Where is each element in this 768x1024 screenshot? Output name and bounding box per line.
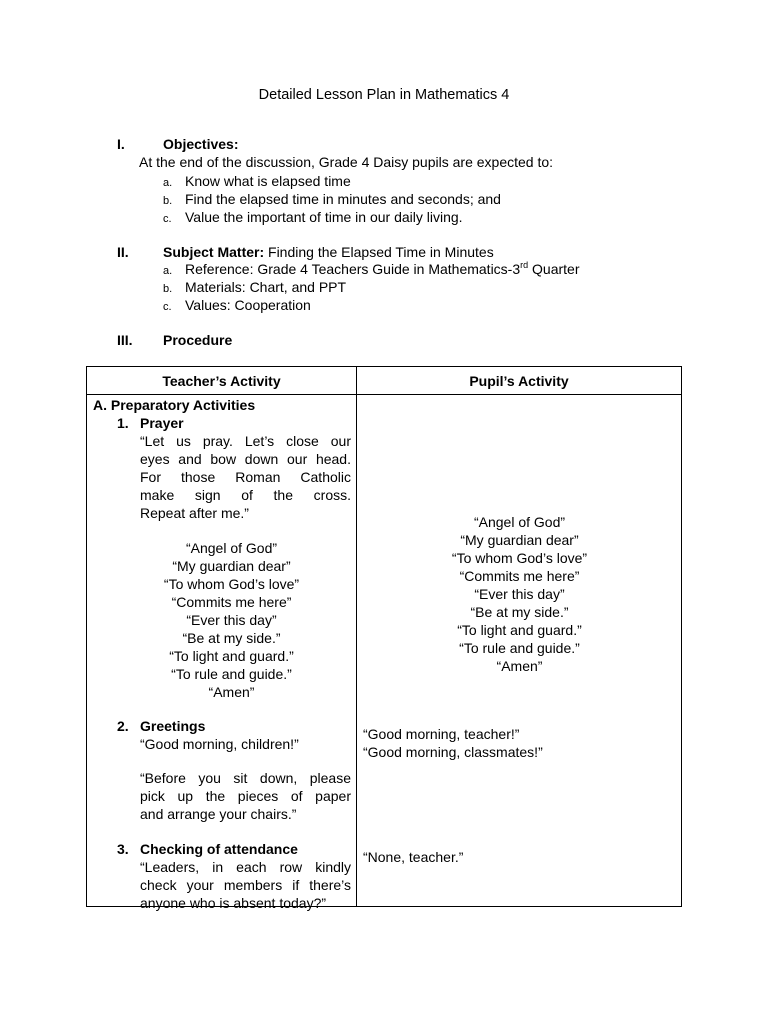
pupil-activity-cell (357, 395, 682, 907)
pupil-greeting-line: “Good morning, classmates!” (363, 744, 543, 760)
pupil-prayer-line: “Be at my side.” (470, 604, 569, 620)
attendance-number: 3. (117, 841, 129, 857)
section-numeral-objectives: I. (117, 136, 125, 152)
pupil-prayer-line: “Angel of God” (473, 514, 566, 530)
header-teachers-activity: Teacher’s Activity (87, 367, 357, 395)
pupil-prayer-line: “My guardian dear” (460, 532, 579, 548)
pupil-prayer-line: “To whom God’s love” (451, 550, 588, 566)
prayer-heading: Prayer (140, 415, 184, 431)
objective-item: c. Value the important of time in our daily living. (163, 209, 463, 225)
subject-matter-item: b. Materials: Chart, and PPT (163, 279, 347, 295)
pupil-attendance-line: “None, teacher.” (363, 849, 464, 865)
prayer-instruction-line: For those Roman Catholic (140, 469, 351, 485)
procedure-heading: Procedure (163, 332, 233, 348)
prayer-instruction-line: “Let us pray. Let’s close our (140, 433, 351, 449)
section-numeral-procedure: III. (117, 332, 133, 348)
teacher-prayer-line: “Ever this day” (186, 612, 277, 628)
greetings-paragraph-line: pick up the pieces of paper (140, 788, 351, 804)
objective-item: b. Find the elapsed time in minutes and seconds; and (163, 191, 501, 207)
attendance-heading: Checking of attendance (140, 841, 298, 857)
pupil-greeting-line: “Good morning, teacher!” (363, 726, 520, 742)
teacher-prayer-line: “My guardian dear” (172, 558, 291, 574)
teacher-activity-cell (87, 395, 357, 911)
table-header-row (87, 367, 682, 395)
attendance-paragraph-line: check your members if there’s (140, 877, 351, 893)
teacher-prayer-line: “Commits me here” (171, 594, 292, 610)
teacher-prayer-line: “To light and guard.” (169, 648, 294, 664)
greetings-teacher-line: “Good morning, children!” (140, 736, 299, 752)
objectives-heading: Objectives: (163, 136, 239, 152)
objectives-intro: At the end of the discussion, Grade 4 Daisy pupils are expected to: (139, 154, 554, 170)
teacher-prayer-line: “Be at my side.” (182, 630, 281, 646)
document-title: Detailed Lesson Plan in Mathematics 4 (258, 87, 510, 103)
prayer-instruction-line: Repeat after me.” (140, 505, 249, 521)
section-numeral-subject-matter: II. (117, 244, 129, 260)
prayer-number: 1. (117, 415, 129, 431)
attendance-paragraph-line: “Leaders, in each row kindly (140, 859, 351, 875)
pupil-prayer-line: “Commits me here” (459, 568, 580, 584)
subject-matter-line (163, 244, 494, 260)
pupil-prayer-line: “To light and guard.” (457, 622, 582, 638)
greetings-heading: Greetings (140, 718, 206, 734)
greetings-paragraph-line: and arrange your chairs.” (140, 806, 297, 822)
teacher-prayer-line: “Amen” (208, 684, 255, 700)
prayer-instruction-line: eyes and bow down our head. (140, 451, 351, 467)
header-pupils-activity: Pupil’s Activity (357, 367, 682, 395)
pupil-prayer-line: “Ever this day” (474, 586, 565, 602)
attendance-paragraph-line: anyone who is absent today?” (140, 895, 327, 911)
objective-item: a. Know what is elapsed time (163, 173, 351, 189)
teacher-prayer-line: “To rule and guide.” (171, 666, 292, 682)
pupil-prayer-line: “Amen” (496, 658, 543, 674)
subject-matter-item: c. Values: Cooperation (163, 297, 311, 313)
subject-matter-topic: Finding the Elapsed Time in Minutes (268, 244, 494, 260)
subject-matter-item: a. Reference: Grade 4 Teachers Guide in Mathematics-3rd Quarter (163, 260, 580, 277)
pupil-prayer-line: “To rule and guide.” (459, 640, 580, 656)
greetings-paragraph-line: “Before you sit down, please (140, 770, 351, 786)
prayer-instruction-line: make sign of the cross. (140, 487, 351, 503)
table-row (87, 395, 682, 907)
teacher-prayer-line: “To whom God’s love” (163, 576, 300, 592)
greetings-number: 2. (117, 718, 129, 734)
subject-matter-heading: Subject Matter: (163, 244, 265, 260)
procedure-table (86, 366, 682, 911)
section-preparatory-activities: A. Preparatory Activities (93, 397, 256, 413)
teacher-prayer-line: “Angel of God” (185, 540, 278, 556)
